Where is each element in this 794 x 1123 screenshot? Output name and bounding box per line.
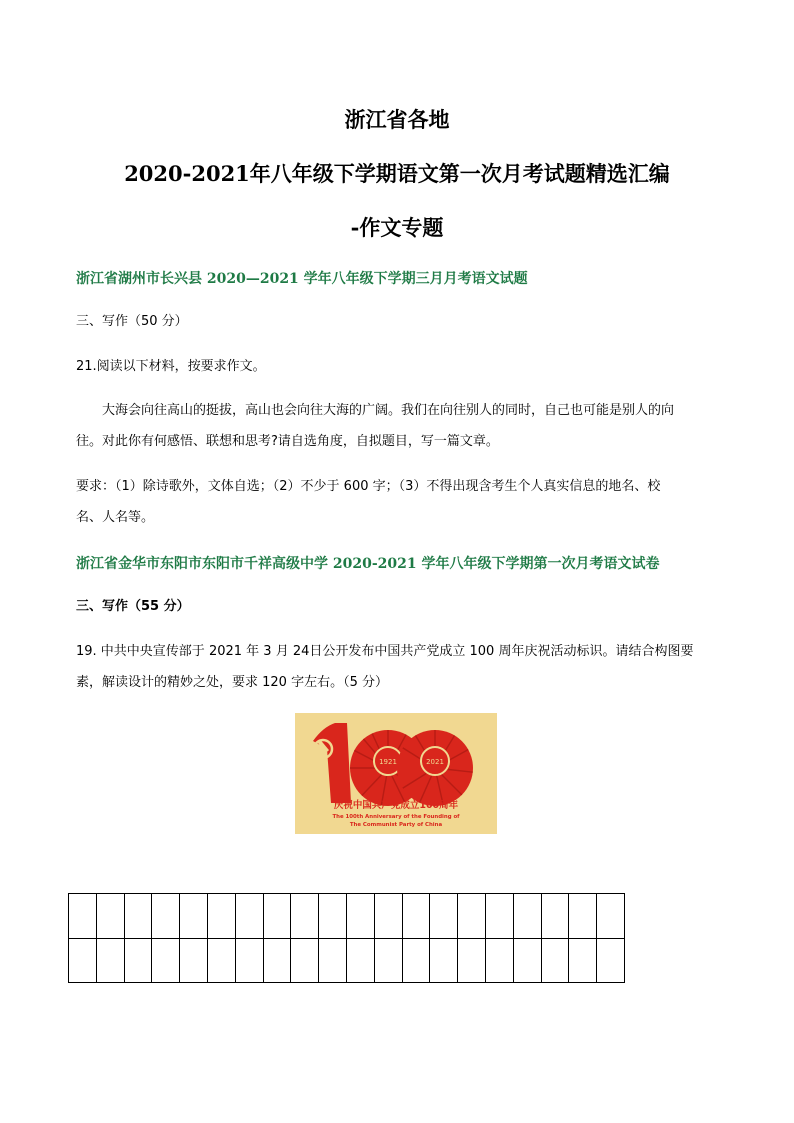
answer-grid-cell[interactable] [263,938,291,983]
emblem-en-caption-line1: The 100th Anniversary of the Founding of [332,814,460,820]
section1-requirement-line1: 要求：（1）除诗歌外，文体自选；（2）不少于 600 字；（3）不得出现含考生个人真实信息的地名、校 [76,479,661,494]
answer-grid-cell[interactable] [597,894,625,939]
answer-grid-cell[interactable] [263,894,291,939]
answer-grid-cell[interactable] [124,938,152,983]
document-title-main: 2020-2021年八年级下学期语文第一次月考试题精选汇编 [124,161,670,186]
answer-grid-cell[interactable] [458,938,486,983]
section1-material-line1: 大海会向往高山的挺拔，高山也会向往大海的广阔。我们在向往别人的同时，自己也可能是别人的向 [102,403,675,418]
answer-grid-cell[interactable] [319,894,347,939]
emblem-en-caption-line2: The Communist Party of China [349,822,443,828]
answer-grid-cell[interactable] [235,938,263,983]
answer-grid-cell[interactable] [319,938,347,983]
answer-grid-cell[interactable] [485,894,513,939]
answer-grid-cell[interactable] [291,938,319,983]
answer-grid-cell[interactable] [124,894,152,939]
answer-grid-cell[interactable] [485,938,513,983]
answer-grid-cell[interactable] [346,894,374,939]
answer-grid-row [69,938,625,983]
document-title-topic: -作文专题 [350,215,444,240]
section2-question-line1: 19. 中共中央宣传部于 2021 年 3 月 24日公开发布中国共产党成立 100 周年庆祝活动标识。请结合构图要 [76,644,694,659]
emblem-year-left: 1921 [379,758,397,766]
answer-grid-cell[interactable] [569,938,597,983]
answer-grid[interactable] [68,893,625,983]
centenary-emblem-image [295,713,497,834]
answer-grid-cell[interactable] [458,894,486,939]
section2-source: 浙江省金华市东阳市东阳市千祥高级中学 2020-2021 学年八年级下学期第一次月考语文试卷 [76,556,660,572]
answer-grid-cell[interactable] [374,894,402,939]
section1-source: 浙江省湖州市长兴县 2020—2021 学年八年级下学期三月月考语文试题 [76,271,528,287]
section1-material-line2: 往。对此你有何感悟、联想和思考?请自选角度，自拟题目，写一篇文章。 [76,434,499,449]
section1-question: 21.阅读以下材料，按要求作文。 [76,359,266,374]
answer-grid-cell[interactable] [402,894,430,939]
answer-grid-cell[interactable] [69,894,97,939]
answer-grid-cell[interactable] [513,938,541,983]
answer-grid-cell[interactable] [152,894,180,939]
answer-grid-cell[interactable] [430,894,458,939]
document-title-region: 浙江省各地 [344,107,450,132]
section2-part-heading: 三、写作（55 分） [76,599,190,614]
answer-grid-row [69,894,625,939]
answer-grid-cell[interactable] [207,938,235,983]
section1-requirement-line2: 名、人名等。 [76,510,155,525]
answer-grid-cell[interactable] [180,938,208,983]
answer-grid-cell[interactable] [597,938,625,983]
answer-grid-cell[interactable] [513,894,541,939]
answer-grid-cell[interactable] [541,938,569,983]
answer-grid-cell[interactable] [374,938,402,983]
answer-grid-cell[interactable] [235,894,263,939]
answer-grid-cell[interactable] [69,938,97,983]
answer-grid-cell[interactable] [402,938,430,983]
answer-grid-cell[interactable] [96,938,124,983]
answer-grid-cell[interactable] [430,938,458,983]
emblem-year-right: 2021 [426,758,444,766]
section2-question-line2: 素，解读设计的精妙之处，要求 120 字左右。（5 分） [76,675,388,690]
answer-grid-cell[interactable] [541,894,569,939]
answer-grid-cell[interactable] [291,894,319,939]
answer-grid-cell[interactable] [152,938,180,983]
answer-grid-cell[interactable] [207,894,235,939]
answer-grid-cell[interactable] [569,894,597,939]
answer-grid-cell[interactable] [96,894,124,939]
section1-part-heading: 三、写作（50 分） [76,314,188,329]
answer-grid-cell[interactable] [180,894,208,939]
emblem-cn-caption: 庆祝中国共产党成立100周年 [333,800,459,811]
answer-grid-cell[interactable] [346,938,374,983]
